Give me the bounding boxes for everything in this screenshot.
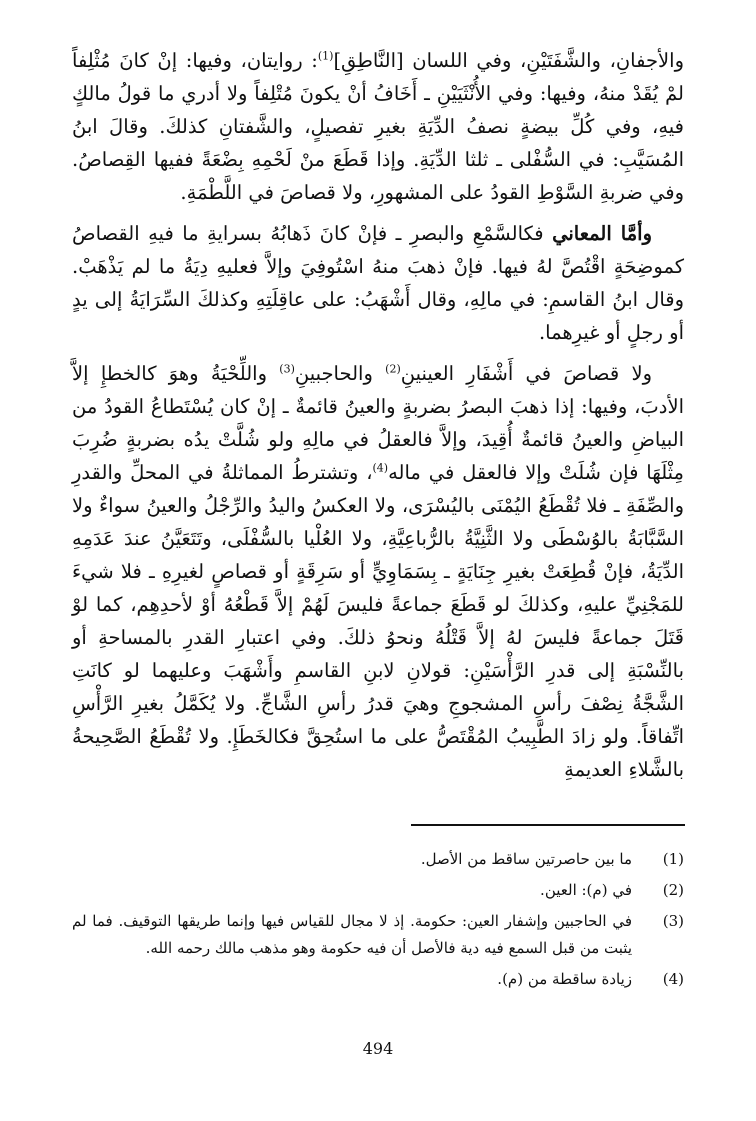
paragraph-3-text-d: ، وتشترطُ المماثلةُ في المحلِّ والقدرِ والصِّفَةِ ـ فلا تُقْطَعُ اليُمْنَى باليُسْرَى، ولا العكسُ واليدُ والرِّجْلُ والعينُ سواءٌ ولا السَّبَّابَةُ بالوُسْطَى ولا الثَّنِيَّةُ بالرُّباعِيَّةِ، ولا العُلْيا بالسُّفْلَى، وتَتَعَيَّنُ عندَ عَدَمِهِ الدِّيَةُ، فإنْ قُطِعَتْ بغيرِ جِنَايَةٍ ـ بِسَمَاوِيٍّ أو سَرِقَةٍ أو قصاصٍ لغيرِهِ ـ فلا شيءَ للمَجْنِيِّ عليهِ، وكذلكَ لو قَطَعَ جماعةً فليسَ لَهُمْ إلاَّ قَطْعُهُ أوْ لأحدِهِم، كما لوْ قَتَلَ جماعةً فليسَ لهُ إلاَّ قَتْلُهُ ونحوُ ذلكَ. وفي اعتبارِ القدرِ بالمساحةِ أو بالنِّسْبَةِ إلى قدرِ الرَّأْسَيْنِ: قولانِ لابنِ القاسمِ وأَشْهَبَ وعليهما لو كانَتِ الشَّجَّةُ نِصْفَ رأسِ المشجوجِ وهيَ قدرُ رأسِ الشَّاجِّ. ولا يُكَمَّلُ بغيرِ الرَّأْسِ اتِّفاقاً. ولو زادَ الطَّبِيبُ المُقْتَصُّ على ما استُحِقَّ فكالخَطَإِ. ولا تُقْطَعُ الصَّحِيحةُ بالشَّلاءِ العديمةِ	[72, 461, 684, 781]
footnote-ref-2[interactable]: (2)	[385, 362, 401, 376]
footnotes	[72, 846, 684, 997]
footnote-number: (3)	[662, 912, 684, 930]
footnote-2	[72, 877, 684, 904]
paragraph-1-text-rest: : روايتان، وفيها: إنْ كانَ مُثْلِفاً لمْ يُقَدْ منهُ، وفيها: وفي الأُنْثَيَيْنِ ـ أَخَافُ أنْ يكونَ مُتْلِفاً ولا أدري ما قولُ مالكٍ فيهِ، وفي كُلِّ بيضةٍ نصفُ الدِّيَةِ بغيرِ تفصيلٍ، والشَّفتانِ كذلكَ. وقالَ ابنُ المُسَيَّبِ: في السُّفْلى ـ ثلثا الدِّيَةِ. وإذا قَطَعَ منْ لَحْمِهِ بِضْعَةً ففيها القِصاصُ. وفي ضربةِ السَّوْطِ القودُ على المشهورِ، ولا قصاصَ في اللَّطْمَةِ.	[72, 49, 684, 204]
footnote-text: زيادة ساقطة من (م).	[497, 970, 632, 988]
footnote-divider	[411, 824, 685, 826]
footnote-3	[72, 908, 684, 962]
paragraph-3-text-b: والحاجبينِ	[294, 362, 386, 385]
footnote-text: ما بين حاصرتين ساقط من الأصل.	[420, 850, 632, 868]
footnote-4	[72, 966, 684, 993]
footnote-text: في (م): العين.	[540, 881, 632, 899]
footnote-number: (1)	[662, 850, 684, 868]
main-text	[72, 44, 684, 794]
page-number: 494	[362, 1039, 394, 1058]
paragraph-1-text: والأجفانِ، والشَّفَتَيْنِ، وفي اللسان [النَّاطِقِ]	[333, 49, 685, 72]
paragraph-3-text-a: ولا قصاصَ في أَشْفَارِ العينينِ	[400, 362, 652, 385]
paragraph-3-text-c: واللِّحْيَةُ وهوَ كالخطإِ إلاَّ الأدبَ، وفيها: إذا ذهبَ البصرُ بضربةٍ والعينُ قائمةٌ ـ إنْ كان يُسْتَطاعُ القودُ من البياضِ والعينُ قائمةٌ أُقِيدَ، وإلاَّ فالعقلُ في مالِهِ ولو شُلَّتْ يدُه بضربةٍ ضُرِبَ مِثْلَهَا فإن شُلَتْ وإلا فالعقل في ماله	[72, 362, 684, 484]
footnote-number: (4)	[662, 970, 684, 988]
footnote-1	[72, 846, 684, 873]
paragraph-1	[72, 44, 684, 209]
footnote-ref-1[interactable]: (1)	[317, 49, 334, 63]
paragraph-2	[72, 217, 684, 349]
footnote-ref-4[interactable]: (4)	[372, 461, 389, 475]
footnote-text: في الحاجبين وإشفار العين: حكومة. إذ لا مجال للقياس فيها وإنما طريقها التوقيف. فما لم يثبت من قبل السمع فيه دية فالأصل أن فيه حكومة وهو مذهب مالك رحمه الله.	[72, 912, 632, 957]
paragraph-2-text: فكالسَّمْعِ والبصرِ ـ فإنْ كانَ ذَهابُهُ بسرايةِ ما فيهِ القصاصُ كموضِحَةٍ اقْتُصَّ لهُ فيها. فإنْ ذهبَ منهُ اسْتُوفِيَ وإلاَّ فعليهِ دِيَةُ ما لم يَذْهَبْ. وقال ابنُ القاسمِ: في مالِهِ، وقال أَشْهَبُ: على عاقِلَتِهِ وكذلكَ السِّرَايَةُ إلى يدٍ أو رجلٍ أو غيرِهما.	[72, 222, 684, 344]
paragraph-3	[72, 357, 684, 786]
paragraph-2-lead: وأمَّا المعاني	[552, 222, 653, 245]
footnote-number: (2)	[662, 881, 684, 899]
footnote-ref-3[interactable]: (3)	[279, 362, 295, 376]
